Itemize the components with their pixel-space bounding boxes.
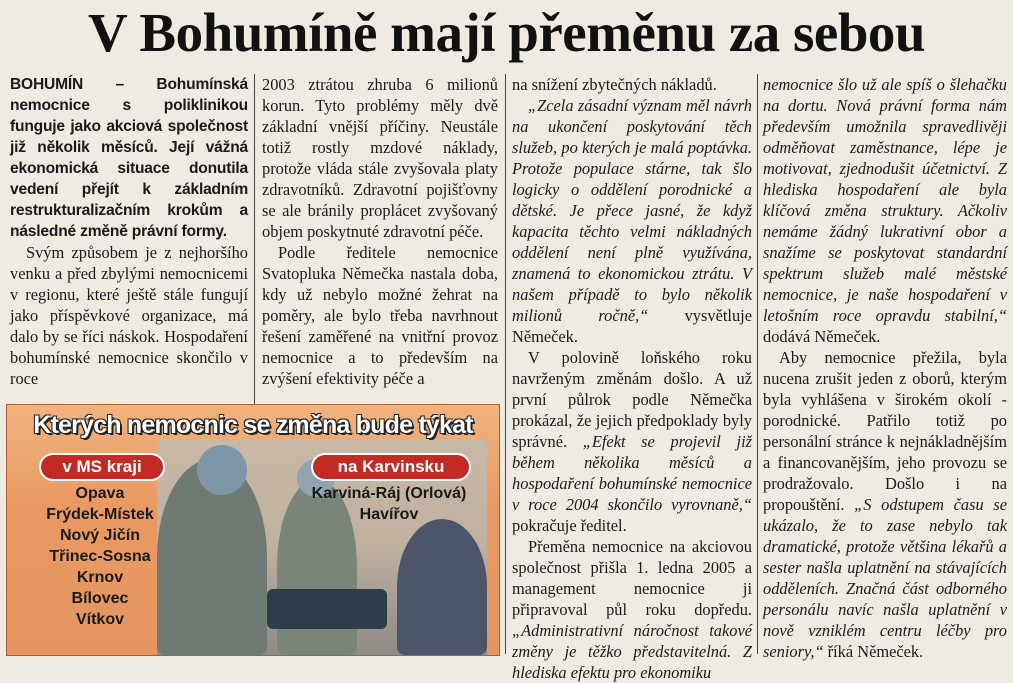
quote: „S odstupem času se ukázalo, že to zase nebylo tak dramatické, protože většina lékařů a sester našla uplatnění na stávajících odděleních. Značná část odborného personálu navíc našla uplatnění v nově vzniklém centru léčby pro seniory,“ bbox=[763, 495, 1007, 661]
text: Přeměna nemocnice na akciovou společnost přišla 1. ledna 2005 a management nemocnice ji připravoval půl roku dopředu. bbox=[512, 537, 752, 619]
surgeon-head bbox=[197, 445, 247, 495]
paragraph bbox=[512, 536, 752, 683]
ms-region-towns bbox=[15, 483, 185, 630]
town-name: Havířov bbox=[359, 506, 419, 523]
column-2 bbox=[262, 74, 498, 389]
column-rule bbox=[757, 74, 758, 654]
quote: „Administrativní náročnost takové změny je těžko představitelná. Z hlediska efektu pro ekonomiku bbox=[512, 621, 752, 682]
paragraph bbox=[763, 347, 1007, 662]
attribution: vysvětluje Němeček. bbox=[512, 306, 752, 346]
attribution: říká Němeček. bbox=[823, 642, 924, 661]
town-name: Nový Jičín bbox=[59, 527, 141, 544]
quote: „Efekt se projevil již během několika měsíců a hospodaření bohumínské nemocnice v roce 2004 skončilo vyrovnaně,“ bbox=[512, 432, 753, 514]
quote: „Zcela zásadní význam měl návrh na ukončení poskytování těch služeb, po kterých je malá poptávka. Protože populace stárne, tak šlo logicky o oddělení porodnické a dětské. Je přece jasné, že když kapacita těchto velmi nákladných oddělení není plně využívána, znamená to ekonomickou ztrátu. V našem případě to bylo několik milionů ročně,“ bbox=[512, 96, 752, 325]
paragraph: 2003 ztrátou zhruba 6 milionů korun. Tyto problémy měly dvě základní vnější příčiny. Neustále totiž rostly mzdové náklady, protože vláda stále zvyšovala platy zdravotníků. Zdravotní pojišťovny se ale bránily proplácet zvyšovaný objem poskytnuté zdravotní péče. bbox=[262, 75, 498, 241]
headline: V Bohumíně mají přeměnu za sebou bbox=[87, 2, 926, 63]
karvinsko-label: na Karvinsku bbox=[311, 453, 471, 481]
town-name: Vítkov bbox=[75, 611, 124, 628]
lead-paragraph: BOHUMÍN – Bohumínská nemocnice s poliklinikou funguje jako akciová společnost již několik měsíců. Její vážná ekonomická situace donutila vedení přejít k základním restrukturalizačním krokům a následné změně právní formy. bbox=[10, 76, 248, 240]
karvinsko-towns bbox=[303, 483, 475, 525]
town-name: Karviná-Ráj (Orlová) bbox=[311, 485, 467, 502]
column-3 bbox=[512, 74, 752, 683]
town-name: Krnov bbox=[76, 569, 124, 586]
town-name: Frýdek-Místek bbox=[46, 506, 154, 523]
ms-region-label: v MS kraji bbox=[39, 453, 165, 481]
column-rule bbox=[505, 74, 506, 654]
paragraph bbox=[512, 347, 752, 536]
paragraph: Podle ředitele nemocnice Svatopluka Němečka nastala doba, kdy už nebylo možné žehrat na poměry, ale bylo třeba navrhnout řešení zaměřené na vnitřní provoz nemocnice a to především na zvýšení efektivity péče a bbox=[262, 243, 498, 388]
attribution: pokračuje ředitel. bbox=[512, 516, 627, 535]
paragraph bbox=[763, 74, 1007, 347]
hospitals-infobox bbox=[6, 404, 500, 656]
text: Aby nemocnice přežila, byla nucena zrušit jeden z oborů, kterým byla vyhlášena v širokém okolí - porodnické. Patřilo totiž po personální stránce k nejnákladnějším a financovanějším, jeho provozu se prodražovalo. Došlo i na propouštění. bbox=[763, 348, 1007, 514]
quote: nemocnice šlo už ale spíš o šlehačku na dortu. Nová právní forma nám především umožnila spravedlivěji odměňovat zaměstnance, lépe je motivovat, zjednodušit účetnictví. Z hlediska hospodaření ale byla klíčová změna struktury. Ačkoliv nemáme žádný lukrativní obor a snažíme se poskytovat standardní spektrum služeb malé městské nemocnice, je naše hospodaření v letošním roce opravdu stabilní,“ bbox=[763, 75, 1007, 325]
infobox-title: Kterých nemocnic se změna bude týkat bbox=[33, 411, 473, 439]
column-1 bbox=[10, 74, 248, 389]
column-4 bbox=[763, 74, 1007, 662]
town-name: Třinec-Sosna bbox=[49, 548, 151, 565]
town-name: Bílovec bbox=[71, 590, 129, 607]
paragraph bbox=[512, 95, 752, 347]
operating-table bbox=[267, 589, 387, 629]
town-name: Opava bbox=[75, 485, 125, 502]
attribution: dodává Němeček. bbox=[763, 327, 881, 346]
text: V polovině loňského roku navrženým změnám došlo. A už první půlrok podle Němečka prokázal, že jejich předpoklady byly správné. bbox=[512, 348, 752, 451]
staff-figure bbox=[397, 519, 487, 655]
paragraph: na snížení zbytečných nákladů. bbox=[512, 75, 717, 94]
paragraph: Svým způsobem je z nejhoršího venku a před zbylými nemocnicemi v regionu, které ještě stále fungují jako příspěvkové organizace, má dalo by se říci náskok. Hospodaření bohumínské nemocnice skončilo v roce bbox=[10, 243, 248, 388]
